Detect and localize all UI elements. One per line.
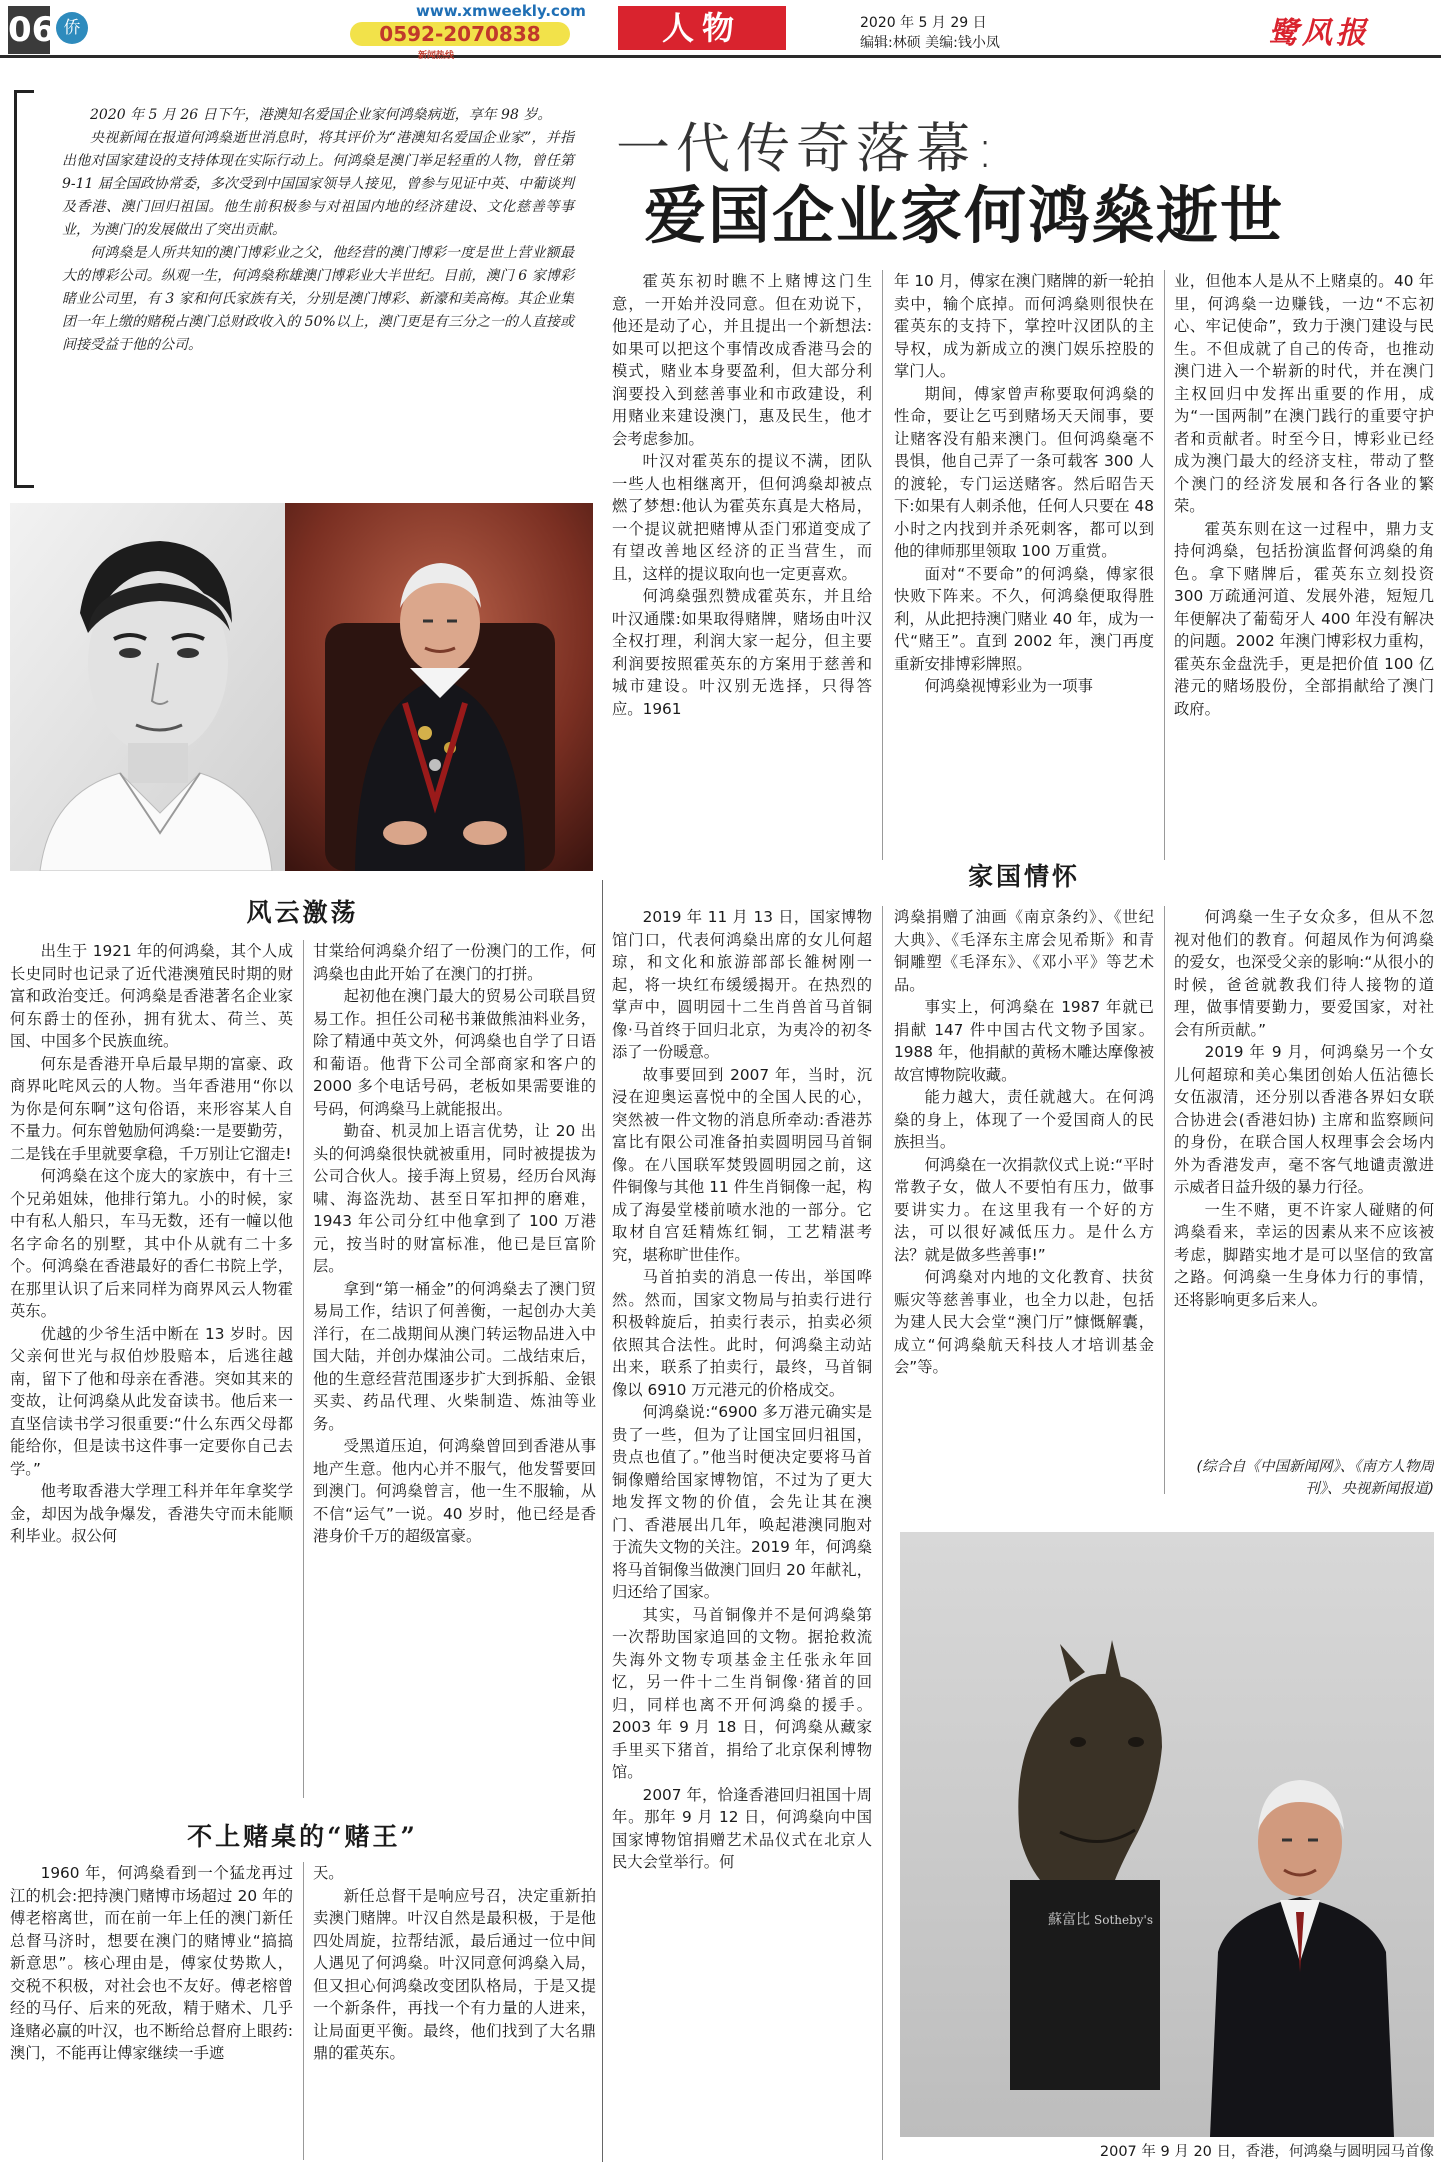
article-paragraph: 叶汉对霍英东的提议不满，团队一些人也相继离开，但何鸿燊却被点燃了梦想:他认为霍英东真是大格局，一个提议就把赌博从歪门邪道变成了有望改善地区经济的正当营生，而且，这样的提议取向也一定更喜欢。 [612,452,872,583]
young-portrait-photo [10,503,285,871]
section1-column-2 [313,940,596,1800]
article-paragraph: 何鸿燊强烈赞成霍英东，并且给叶汉通牒:如果取得赌牌，赌场由叶汉全权打理，利润大家一起分，但主要利润要按照霍英东的方案用于慈善和城市建设。叶汉别无选择，只得答应。1961 [612,587,872,718]
article-paragraph: 霍英东初时瞧不上赌博这门生意，一开始并没同意。但在劝说下，他还是动了心，并且提出一个新想法:如果可以把这个事情改成香港马会的模式，赌业本身要盈利，但大部分利润要投入到慈善事业和市政建设，利用赌业来建设澳门，惠及民生，他才会考虑参加。 [612,272,872,448]
article-paragraph: 何鸿燊一生子女众多，但从不忽视对他们的教育。何超凤作为何鸿燊的爱女，也深受父亲的影响:“从很小的时候，爸爸就教我们待人接物的道理，做事情要勤力，要爱国家，对社会有所贡献。” [1174,908,1434,1039]
article-paragraph: 起初他在澳门最大的贸易公司联昌贸易工作。担任公司秘书兼做熊油料业务，除了精通中英文外，何鸿燊也自学了日语和葡语。他背下公司全部商家和客户的 2000 多个电话号码，老板如果需要谁的号码，何鸿燊马上就能报出。 [313,987,596,1118]
article-paragraph: 1960 年，何鸿燊看到一个猛龙再过江的机会:把持澳门赌博市场超过 20 年的傅老榕离世，而在前一年上任的澳门新任总督马济时，想要在澳门的赌博业“搞搞新意思”。核心理由是，傅家仗势欺人，交税不积极，对社会也不友好。傅老榕曾经的马仔、后来的死敌，精于赌术、几乎逢赌必赢的叶汉，也不断给总督府上眼药:澳门，不能再让傅家继续一手遮 [10,1864,293,2062]
article-paragraph: 2019 年 9 月，何鸿燊另一个女儿何超琼和美心集团创始人伍沾德长女伍淑清，还分别以香港各界妇女联合协进会(香港妇协) 主席和监察顾问的身份，在联合国人权理事会会场内外为香港发声，毫不客气地谴责激进示威者日益升级的暴力行径。 [1174,1043,1434,1196]
article-paragraph: 期间，傅家曾声称要取何鸿燊的性命，要让乞丐到赌场天天闹事，要让赌客没有船来澳门。但何鸿燊毫不畏惧，他自己弄了一条可载客 300 人的渡轮，专门运送赌客。然后昭告天下:如果有人刺杀他，任何人只要在 48 小时之内找到并杀死刺客，都可以到他的律师那里领取 100 万重赏。 [894,384,1154,560]
issue-date: 2020 年 5 月 29 日 [860,15,987,31]
top-column-1 [612,270,872,862]
article-paragraph: 其实，马首铜像并不是何鸿燊第一次帮助国家追回的文物。据抢救流失海外文物专项基金主任张永年回忆，另一件十二生肖铜像·猪首的回归，同样也离不开何鸿燊的援手。2003 年 9 月 18 日，何鸿燊从藏家手里买下猪首，捐给了北京保利博物馆。 [612,1605,872,1781]
news-hotline-label: 新闻热线 [418,51,455,61]
article-paragraph: 鸿燊捐赠了油画《南京条约》、《世纪大典》、《毛泽东主席会见希斯》和青铜雕塑《毛泽东》、《邓小平》等艺术品。 [894,908,1154,994]
article-paragraph: 他考取香港大学理工科并年年拿奖学金，却因为战争爆发，香港失守而未能顺利毕业。叔公何 [10,1482,293,1545]
article-paragraph: 年 10 月，傅家在澳门赌牌的新一轮拍卖中，输个底掉。而何鸿燊则很快在霍英东的支持下，掌控叶汉团队的主导权，成为新成立的澳门娱乐控股的掌门人。 [894,272,1154,380]
site-url[interactable]: www.xmweekly.com [416,2,586,20]
lead-paragraph: 何鸿燊是人所共知的澳门博彩业之父，他经营的澳门博彩一度是世上营业额最大的博彩公司。纵观一生，何鸿燊称雄澳门博彩业大半世纪。目前，澳门 6 家博彩睹业公司里，有 3 家和何氏家族有关，分别是澳门博彩、新濠和美高梅。其企业集团一年上缴的赌税占澳门总财政收入的 50%以上，澳门更是有三分之一的人直接或间接受益于他的公司。 [62,245,574,353]
page-number: 06 [8,6,50,54]
article-paragraph: 天。 [313,1864,344,1882]
plinth-label-en: Sotheby's [1094,1913,1154,1927]
source-note: (综合自《中国新闻网》、《南方人物周刊》、央视新闻报道) [1196,1459,1434,1497]
article-paragraph: 何鸿燊对内地的文化教育、扶贫赈灾等慈善事业，也全力以赴，包括为建人民大会堂“澳门厅”慷慨解囊，成立“何鸿燊航天科技人才培训基金会”等。 [894,1268,1154,1376]
lead-paragraph: 央视新闻在报道何鸿燊逝世消息时，将其评价为“港澳知名爱国企业家”，并指出他对国家建设的支持体现在实际行动上。何鸿燊是澳门举足轻重的人物，曾任第 9-11 届全国政协常委，多次受到中国国家领导人接见，曾参与见证中英、中葡谈判及香港、澳门回归祖国。他生前积极参与对祖国内地的经济建设、文化慈善等事业，为澳门的发展做出了突出贡献。 [62,130,574,238]
article-paragraph: 业，但他本人是从不上赌桌的。40 年里，何鸿燊一边赚钱，一边“不忘初心、牢记使命”，致力于澳门建设与民生。不但成就了自己的传奇，也推动澳门进入一个崭新的时代，并在澳门主权回归中发挥出重要的作用，成为“一国两制”在澳门践行的重要守护者和贡献者。时至今日，博彩业已经成为澳门最大的经济支柱，带动了整个澳门的经济发展和各行各业的繁荣。 [1174,272,1434,515]
horse-head-photo [900,1532,1434,2137]
photo-caption: 2007 年 9 月 20 日，香港，何鸿燊与圆明园马首像 [1099,2144,1434,2160]
family-column-1 [612,906,872,2162]
article-paragraph: 2007 年，恰逢香港回归祖国十周年。那年 9 月 12 日，何鸿燊向中国国家博物馆捐赠艺术品仪式在北京人民大会堂举行。何 [612,1785,872,1871]
article-paragraph: 出生于 1921 年的何鸿燊，其个人成长史同时也记录了近代港澳殖民时期的财富和政治变迁。何鸿燊是香港著名企业家何东爵士的侄孙，拥有犹太、荷兰、英国、中国多个民族血统。 [10,942,293,1050]
family-column-2 [894,906,1154,1494]
article-paragraph: 优越的少爷生活中断在 13 岁时。因父亲何世光与叔伯炒股赔本，后逃往越南，留下了他和母亲在香港。突如其来的变故，让何鸿燊从此发奋读书。他后来一直坚信读书学习很重要:“什么东西父母都能给你，但是读书这件事一定要你自己去学。” [10,1324,293,1478]
article-paragraph: 事实上，何鸿燊在 1987 年就已捐献 147 件中国古代文物予国家。1988 年，他捐献的黄杨木雕达摩像被故宫博物院收藏。 [894,998,1154,1084]
top-column-3 [1174,270,1434,862]
site-banner[interactable] [300,2,586,61]
article-paragraph: 能力越大，责任就越大。在何鸿燊的身上，体现了一个爱国商人的民族担当。 [894,1088,1154,1151]
top-column-2 [894,270,1154,862]
plinth-label-cn: 蘇富比 [1048,1912,1090,1928]
article-paragraph: 故事要回到 2007 年，当时，沉浸在迎奥运喜悦中的全国人民的心，突然被一件文物的消息所牵动:香港苏富比有限公司准备拍卖圆明园马首铜像。在八国联军焚毁圆明园之前，这件铜像与其他 11 件生肖铜像一起，构成了海晏堂楼前喷水池的一部分。它取材自宫廷精炼红铜，工艺精湛考究，堪称旷世佳作。 [612,1065,872,1264]
section-badge-icon: 侨 [56,12,88,44]
article-paragraph: 何东是香港开阜后最早期的富豪、政商界叱咤风云的人物。当年香港用“你以为你是何东啊”这句俗语，来形容某人自不量力。何东曾勉励何鸿燊:一是要勤劳，二是钱在手里就要拿稳，千万别让它溜走! [10,1054,293,1163]
news-hotline: 0592-2070838 [350,22,570,46]
lead-bracket [14,90,34,488]
lead-paragraph: 2020 年 5 月 26 日下午，港澳知名爱国企业家何鸿燊病逝，享年 98 岁。 [90,107,552,123]
article-paragraph: 马首拍卖的消息一传出，举国哗然。然而，国家文物局与拍卖行进行积极斡旋后，拍卖行表示，拍卖必须依照其合法性。此时，何鸿燊主动站出来，联系了拍卖行，最终，马首铜像以 6910 万元港元的价格成交。 [612,1268,872,1399]
subhead-dubang: 不上赌桌的“赌王” [187,1822,418,1851]
lead-paragraphs [62,104,574,357]
article-paragraph: 拿到“第一桶金”的何鸿燊去了澳门贸易局工作，结识了何善衡，一起创办大美洋行，在二战期间从澳门转运物品进入中国大陆，并创办煤油公司。二战结束后，他的生意经营范围逐步扩大到拆船、金银买卖、药品代理、火柴制造、炼油等业务。 [313,1279,596,1433]
article-paragraph: 何鸿燊视博彩业为一项事 [924,677,1093,695]
article-paragraph: 2019 年 11 月 13 日，国家博物馆门口，代表何鸿燊出席的女儿何超琼，和文化和旅游部部长雒树刚一起，将一块红布缓缓揭开。在热烈的掌声中，圆明园十二生肖兽首马首铜像·马首终于回归北京，为夷冷的初冬添了一份暖意。 [612,908,872,1061]
subhead-jiaguo: 家国情怀 [967,862,1080,891]
article-paragraph: 何鸿燊在这个庞大的家族中，有十三个兄弟姐妹，他排行第九。小的时候，家中有私人船只，车马无数，还有一幢以他名字命名的别墅，其中仆从就有二十多个。何鸿燊在香港最好的香仁书院上学，在那里认识了后来同样为商界风云人物霍英东。 [10,1167,293,1320]
issue-editors: 编辑:林硕 美编:钱小凤 [860,35,1000,51]
section1-column-1 [10,940,293,1800]
article-paragraph: 面对“不要命”的何鸿燊，傅家很快败下阵来。不久，何鸿燊便取得胜利，从此把持澳门赌业 40 年，成为一代“赌王”。直到 2002 年，澳门再度重新安排博彩牌照。 [894,564,1154,673]
formal-portrait-painting [285,503,593,871]
article-paragraph: 何鸿燊在一次捐款仪式上说:“平时常教子女，做人不要怕有压力，做事要讲实力。在这里我有一个好的方法，可以很好减低压力。是什么方法？就是做多些善事!” [894,1155,1154,1264]
article-paragraph: 霍英东则在这一过程中，鼎力支持何鸿燊，包括扮演监督何鸿燊的角色。拿下赌牌后，霍英东立刻投资 300 万疏通河道、发展外港，短短几年便解决了葡萄牙人 400 年没有解决的问题。2002 年澳门博彩权力重构，霍英东金盘洗手，更是把价值 100 亿港元的赌场股份，全部捐献给了澳门政府。 [1174,519,1434,718]
section-tag: 人物 [618,6,786,50]
section2-column-1 [10,1862,293,2162]
masthead-logo: 鹭风报 [1268,16,1370,51]
article-paragraph: 一生不赌，更不许家人碰赌的何鸿燊看来，幸运的因素从来不应该被考虑，脚踏实地才是可以坚信的致富之路。何鸿燊一生身体力行的事情，还将影响更多后来人。 [1174,1200,1434,1309]
subhead-fengyun: 风云激荡 [246,898,359,927]
article-paragraph: 勤奋、机灵加上语言优势，让 20 出头的何鸿燊很快就被重用，同时被提拔为公司合伙人。接手海上贸易，经历台风海啸、海盗洗劫、甚至日军扣押的磨难，1943 年公司分红中他拿到了 100 万港元，按当时的财富标准，他已是巨富阶层。 [313,1122,596,1275]
headline-kicker: 一代传奇落幕: [616,117,1001,180]
article-paragraph: 何鸿燊说:“6900 多万港元确实是贵了一些，但为了让国宝回归祖国，贵点也值了。”他当时便决定要将马首铜像赠给国家博物馆，不过为了更大地发挥文物的价值，会先让其在澳门、香港展出几年，唤起港澳同胞对于流失文物的关注。2019 年，何鸿燊将马首铜像当做澳门回归 20 年献礼，归还给了国家。 [612,1403,872,1601]
article-paragraph: 受黑道压迫，何鸿燊曾回到香港从事地产生意。他内心并不服气，他发誓要回到澳门。何鸿燊曾言，他一生不服输，从不信“运气”一说。40 岁时，他已经是香港身价千万的超级富豪。 [313,1437,596,1545]
section2-column-2 [313,1862,596,2162]
family-column-3 [1174,906,1434,1474]
article-paragraph: 新任总督干是响应号召，决定重新拍卖澳门赌牌。叶汉自然是最积极，于是他四处周旋，拉帮结派，最后通过一位中间人遇见了何鸿燊。叶汉同意何鸿燊入局，但又担心何鸿燊改变团队格局，于是又提一个新条件，再找一个有力量的人进来，让局面更平衡。最终，他们找到了大名鼎鼎的霍英东。 [313,1886,596,2062]
page-header [0,0,1441,61]
headline-title: 爱国企业家何鸿燊逝世 [644,179,1285,252]
article-paragraph: 甘棠给何鸿燊介绍了一份澳门的工作，何鸿燊也由此开始了在澳门的打拼。 [313,942,596,983]
